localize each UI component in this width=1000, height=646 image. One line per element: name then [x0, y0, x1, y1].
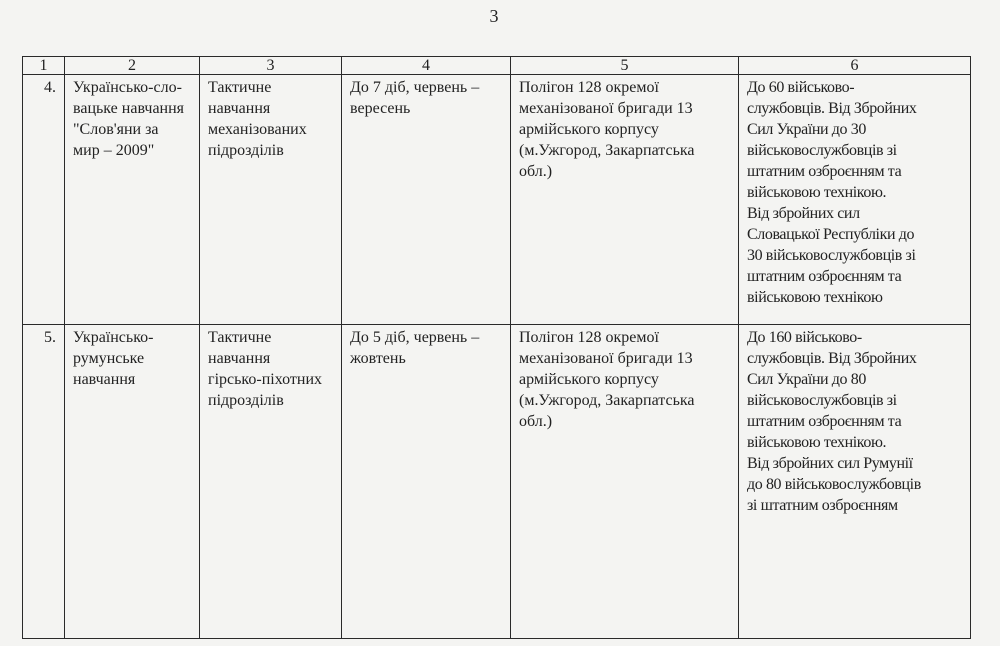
header-col-5: 5: [511, 57, 739, 75]
exercises-table: [22, 56, 971, 639]
event-name: Українсько- румунське навчання: [65, 325, 200, 639]
row-number: 5.: [23, 325, 65, 639]
exercise-type: Тактичне навчання механізованих підрозділів: [200, 75, 342, 325]
exercise-participants: До 60 військово- службовців. Від Збройних Сил України до 30 військовослужбовців зі штатним озброєнням та військовою технікою. Від збройних сил Словацької Республіки до 30 військовослужбовців зі штатним озброєнням та військовою технікою: [739, 75, 971, 325]
exercise-type: Тактичне навчання гірсько-піхотних підрозділів: [200, 325, 342, 639]
table-row: [23, 325, 971, 639]
row-number: 4.: [23, 75, 65, 325]
exercise-participants: До 160 військово- службовців. Від Збройних Сил України до 80 військовослужбовців зі штатним озброєнням та військовою технікою. Від збройних сил Румунії до 80 військовослужбовців зі штатним озброєнням: [739, 325, 971, 639]
header-col-1: 1: [23, 57, 65, 75]
page-number: 3: [489, 6, 499, 26]
header-col-3: 3: [200, 57, 342, 75]
table-header-row: [23, 57, 971, 75]
header-col-4: 4: [342, 57, 511, 75]
exercise-period: До 7 діб, червень – вересень: [342, 75, 511, 325]
header-col-2: 2: [65, 57, 200, 75]
table-row: [23, 75, 971, 325]
event-name: Українсько-сло- вацьке навчання "Слов'яни за мир – 2009": [65, 75, 200, 325]
exercise-place: Полігон 128 окремої механізованої бригади 13 армійського корпусу (м.Ужгород, Закарпатська обл.): [511, 325, 739, 639]
header-col-6: 6: [739, 57, 971, 75]
exercise-period: До 5 діб, червень – жовтень: [342, 325, 511, 639]
exercise-place: Полігон 128 окремої механізованої бригади 13 армійського корпусу (м.Ужгород, Закарпатська обл.): [511, 75, 739, 325]
